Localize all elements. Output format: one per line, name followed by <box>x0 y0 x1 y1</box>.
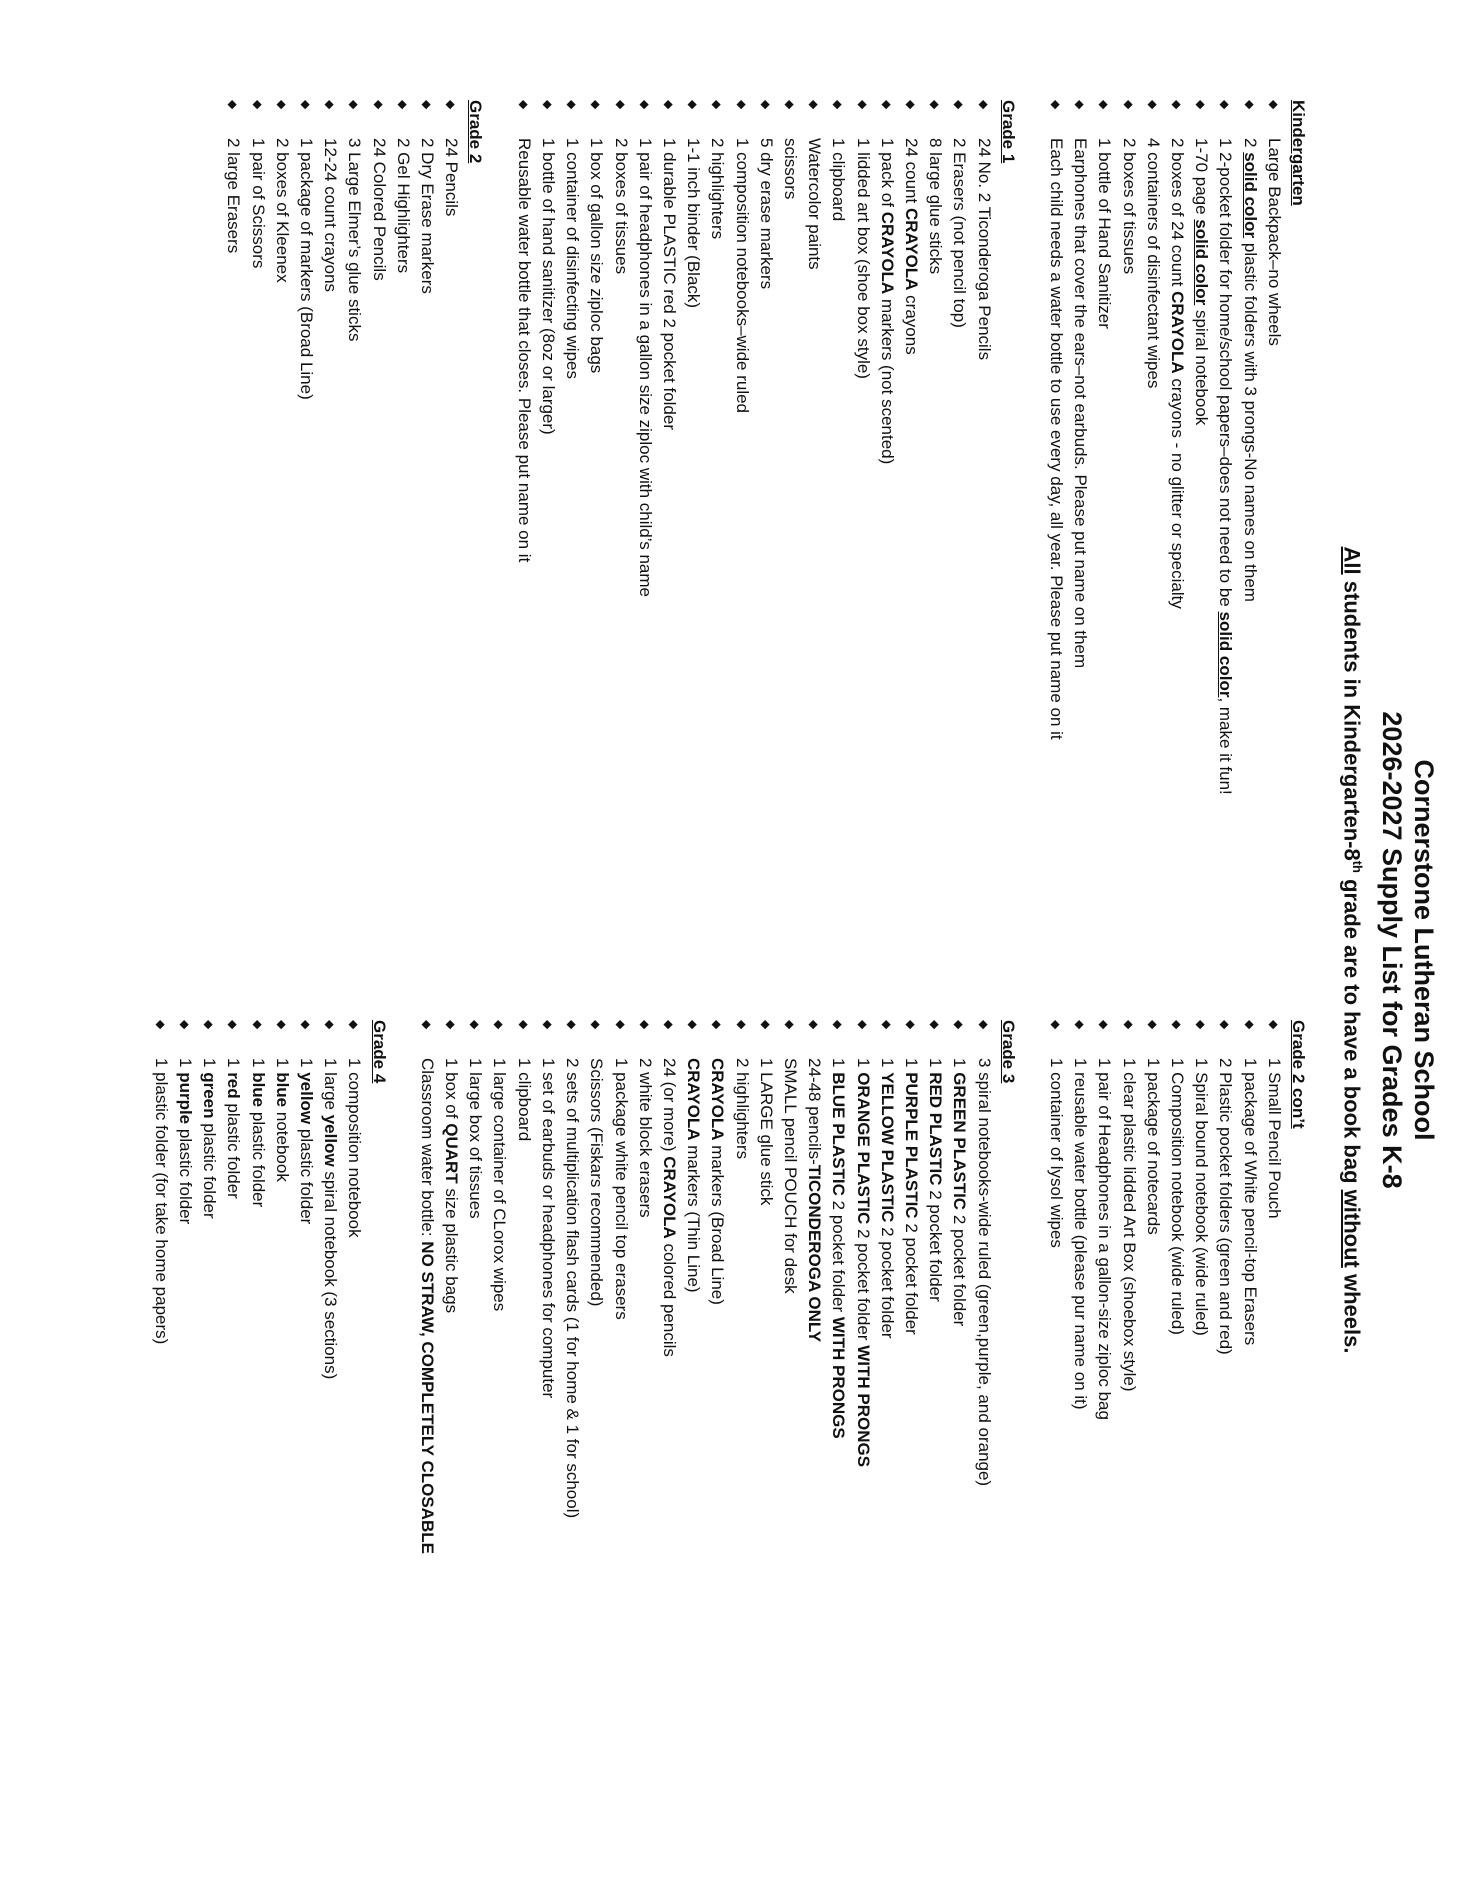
note-sup: th <box>1350 860 1365 873</box>
list-item: ◆ 24 Colored Pencils <box>366 100 390 980</box>
list-item: ◆ 2 boxes of tissues <box>1116 100 1140 980</box>
list-item: ◆ Scissors (Fiskars recommended) <box>584 1020 608 1880</box>
list-item: ◆ 1 package of notecards <box>1141 1020 1165 1880</box>
list-item: ◆ 2 Dry Erase markers <box>415 100 439 980</box>
list-item: ◆ 1 clipboard <box>826 100 850 980</box>
list-item: ◆ 1 ORANGE PLASTIC 2 pocket folder WITH PRONGS <box>850 1020 874 1880</box>
list-item: ◆ scissors <box>778 100 802 980</box>
list-item: ◆ 12-24 count crayons <box>318 100 342 980</box>
item-list <box>149 1020 367 1880</box>
list-item: ◆ 1 clear plastic lidded Art Box (shoebox style) <box>1116 1020 1140 1880</box>
list-item: ◆ Large Backpack–no wheels <box>1262 100 1286 980</box>
list-title: 2026-2027 Supply List for Grades K-8 <box>1377 711 1407 1189</box>
list-item: ◆ 1 large yellow spiral notebook (3 sections) <box>318 1020 342 1880</box>
list-item: ◆ 2 Erasers (not pencil top) <box>947 100 971 980</box>
list-item: ◆ Reusable water bottle that closes. Please put name on it <box>512 100 536 980</box>
list-item: ◆ 1 composition notebook <box>342 1020 366 1880</box>
note-all: All <box>1339 546 1365 575</box>
list-item: ◆ 3 spiral notebooks-wide ruled (green,purple, and orange) <box>971 1020 995 1880</box>
section-grade1 <box>512 100 1020 980</box>
list-item: ◆ 2 large Erasers <box>221 100 245 980</box>
list-item: ◆ 2 sets of multiplication flash cards (1 for home & 1 for school) <box>560 1020 584 1880</box>
book-bag-note <box>1337 0 1372 1900</box>
list-item: ◆ 1 lidded art box (shoe box style) <box>850 100 874 980</box>
list-item: ◆ 1 pair of Scissors <box>245 100 269 980</box>
list-item: ◆ 1 durable PLASTIC red 2 pocket folder <box>657 100 681 980</box>
school-name: Cornerstone Lutheran School <box>1409 759 1439 1141</box>
list-item: ◆ 1 green plastic folder <box>197 1020 221 1880</box>
list-item: ◆ SMALL pencil POUCH for desk <box>778 1020 802 1880</box>
section-grade4 <box>149 1020 391 1880</box>
list-item: ◆ Earphones that cover the ears–not earbuds. Please put name on them <box>1068 100 1092 980</box>
item-list <box>512 100 996 980</box>
section-title: Grade 2 <box>466 100 486 164</box>
list-item: ◆ 1 container of disinfecting wipes <box>560 100 584 980</box>
list-item: ◆ CRAYOLA markers (Broad Line) <box>705 1020 729 1880</box>
list-item: ◆ 2 solid color plastic folders with 3 prongs-No names on them <box>1237 100 1261 980</box>
note-mid: students in Kindergarten-8 <box>1339 574 1365 861</box>
list-item: ◆ Each child needs a water bottle to use every day, all year. Please put name on it <box>1044 100 1068 980</box>
section-title: Grade 4 <box>369 1020 389 1084</box>
list-item: ◆ 1 yellow plastic folder <box>294 1020 318 1880</box>
list-item: ◆ 2 highlighters <box>729 1020 753 1880</box>
section-grade2 <box>221 100 487 980</box>
list-item: ◆ 24 No. 2 Ticonderoga Pencils <box>971 100 995 980</box>
note-without: without <box>1339 1189 1365 1268</box>
list-item: ◆ 1 Small Pencil Pouch <box>1262 1020 1286 1880</box>
list-item: ◆ 1 package white pencil top erasers <box>608 1020 632 1880</box>
list-item: ◆ 1 YELLOW PLASTIC 2 pocket folder <box>875 1020 899 1880</box>
section-title: Grade 2 con’t <box>1289 1020 1308 1129</box>
list-item: ◆ 1-70 page solid color spiral notebook <box>1189 100 1213 980</box>
item-list <box>1044 1020 1286 1880</box>
list-item: ◆ 1 blue notebook <box>270 1020 294 1880</box>
list-item: ◆ 5 dry erase markers <box>754 100 778 980</box>
list-item: ◆ 1 plastic folder (for take home papers) <box>149 1020 173 1880</box>
list-item: ◆ 1 container of lysol wipes <box>1044 1020 1068 1880</box>
item-list <box>221 100 463 980</box>
list-item: ◆ CRAYOLA markers (Thin Line) <box>681 1020 705 1880</box>
list-item: ◆ 1 pack of CRAYOLA markers (not scented) <box>875 100 899 980</box>
list-item: ◆ 2 white block erasers <box>633 1020 657 1880</box>
section-grade3 <box>415 1020 1020 1880</box>
list-item: ◆ 1 bottle of hand sanitizer (8oz or larger) <box>536 100 560 980</box>
list-item: ◆ 1 PURPLE PLASTIC 2 pocket folder <box>899 1020 923 1880</box>
list-item: ◆ 1 GREEN PLASTIC 2 pocket folder <box>947 1020 971 1880</box>
list-item: ◆ 1 BLUE PLASTIC 2 pocket folder WITH PRONGS <box>826 1020 850 1880</box>
list-item: ◆ 24 count CRAYOLA crayons <box>899 100 923 980</box>
list-item: ◆ 1 pair of Headphones in a gallon-size ziploc bag <box>1092 1020 1116 1880</box>
left-column <box>197 100 1310 980</box>
list-item: ◆ 1 package of White pencil-top Erasers <box>1237 1020 1261 1880</box>
section-title: Grade 3 <box>998 1020 1018 1084</box>
list-item: ◆ 1 set of earbuds or headphones for computer <box>536 1020 560 1880</box>
list-item: ◆ 1 box of gallon size ziploc bags <box>584 100 608 980</box>
list-item: ◆ 1 Composition notebook (wide ruled) <box>1165 1020 1189 1880</box>
list-item: ◆ 2 highlighters <box>705 100 729 980</box>
list-item: ◆ 2 boxes of Kleenex <box>270 100 294 980</box>
right-column <box>125 1020 1310 1880</box>
list-item: ◆ 1 purple plastic folder <box>173 1020 197 1880</box>
list-item: ◆ 2 boxes of 24 count CRAYOLA crayons - no glitter or specialty <box>1165 100 1189 980</box>
section-kindergarten <box>1044 100 1310 980</box>
note-end: wheels. <box>1339 1267 1365 1354</box>
list-item: ◆ 4 containers of disinfectant wipes <box>1141 100 1165 980</box>
list-item: ◆ Watercolor paints <box>802 100 826 980</box>
list-item: ◆ 1 LARGE glue stick <box>754 1020 778 1880</box>
item-list <box>415 1020 996 1880</box>
list-item: ◆ 24 (or more) CRAYOLA colored pencils <box>657 1020 681 1880</box>
list-item: ◆ 2 boxes of tissues <box>608 100 632 980</box>
list-item: ◆ 8 large glue sticks <box>923 100 947 980</box>
list-item: ◆ 24-48 pencils-TICONDEROGA ONLY <box>802 1020 826 1880</box>
list-item: ◆ 1 pair of headphones in a gallon size ziploc with child’s name <box>633 100 657 980</box>
list-item: ◆ 1 composition notebooks–wide ruled <box>729 100 753 980</box>
page-header <box>1337 0 1440 1900</box>
list-item: ◆ 1-1 inch binder (Black) <box>681 100 705 980</box>
list-item: ◆ 1 reusable water bottle (please pur name on it) <box>1068 1020 1092 1880</box>
list-item: ◆ 1 clipboard <box>512 1020 536 1880</box>
list-item: ◆ 1 blue plastic folder <box>245 1020 269 1880</box>
list-item: ◆ 1 2-pocket folder for home/school papers–does not need to be solid color, make it fun! <box>1213 100 1237 980</box>
list-item: ◆ 1 RED PLASTIC 2 pocket folder <box>923 1020 947 1880</box>
item-list <box>1044 100 1286 980</box>
list-item: ◆ 1 large box of tissues <box>463 1020 487 1880</box>
list-item: ◆ 1 box of QUART size plastic bags <box>439 1020 463 1880</box>
list-item: ◆ 1 bottle of Hand Sanitizer <box>1092 100 1116 980</box>
note-mid2: grade are to have a book bag <box>1339 873 1365 1190</box>
list-item: ◆ 2 Plastic pocket folders (green and red) <box>1213 1020 1237 1880</box>
list-item: ◆ Classroom water bottle: NO STRAW, COMPLETELY CLOSABLE <box>415 1020 439 1880</box>
list-item: ◆ 1 Spiral bound notebook (wide ruled) <box>1189 1020 1213 1880</box>
list-item: ◆ 24 Pencils <box>439 100 463 980</box>
section-title: Grade 1 <box>998 100 1018 164</box>
list-item: ◆ 1 red plastic folder <box>221 1020 245 1880</box>
list-item: ◆ 2 Gel Highlighters <box>391 100 415 980</box>
section-grade2cont <box>1044 1020 1310 1880</box>
section-title: Kindergarten <box>1289 100 1308 206</box>
list-item: ◆ 3 Large Elmer’s glue sticks <box>342 100 366 980</box>
list-item: ◆ 1 package of markers (Broad Line) <box>294 100 318 980</box>
list-item: ◆ 1 large container of CLorox wipes <box>487 1020 511 1880</box>
